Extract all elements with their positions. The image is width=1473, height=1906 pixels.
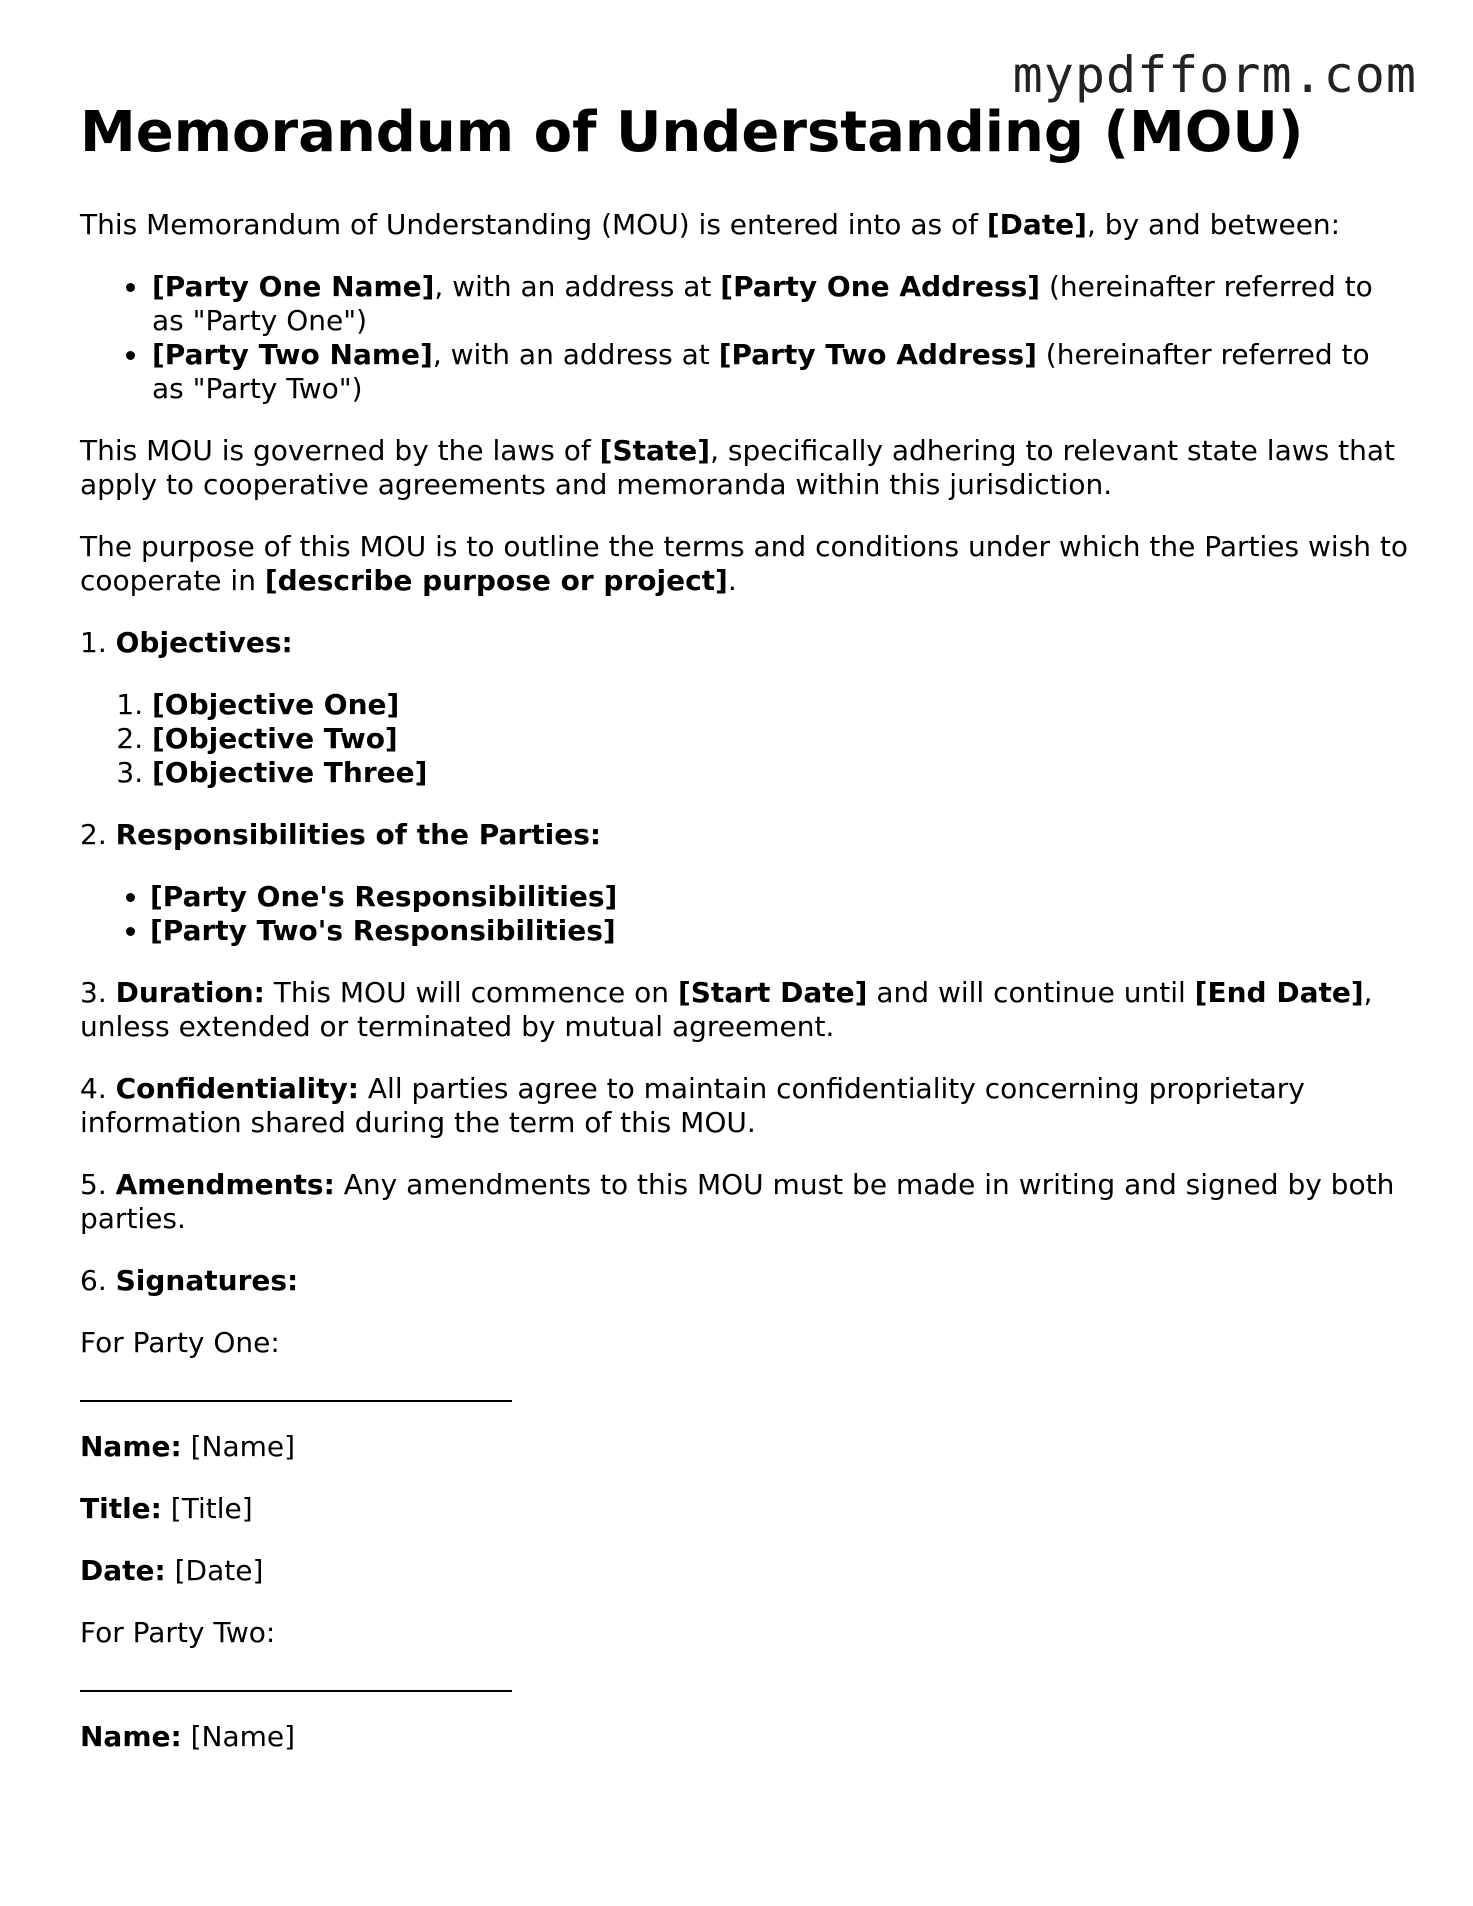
party-one-signature-line[interactable] (80, 1400, 512, 1402)
party-two-heading: For Party Two: (80, 1616, 276, 1649)
purpose-pre: The purpose of this MOU is to outline the terms and conditions under which the Parties wish to cooperate in (80, 530, 1409, 597)
party-name: [Party One Name] (152, 270, 435, 303)
name-label: Name: (80, 1720, 182, 1753)
title-label: Title: (80, 1492, 162, 1525)
party-two-name-line (80, 1720, 1410, 1754)
list-item (152, 688, 1410, 722)
section-text: All parties agree to maintain confidentiality concerning proprietary information shared during the term of this MOU. (80, 1072, 1305, 1139)
section-responsibilities (80, 818, 1410, 852)
party-one-heading: For Party One: (80, 1326, 280, 1359)
title-value: [Title] (161, 1492, 253, 1525)
purpose-post: . (727, 564, 737, 597)
section-confidentiality (80, 1072, 1410, 1140)
document-title: Memorandum of Understanding (MOU) (80, 100, 1304, 165)
name-label: Name: (80, 1430, 182, 1463)
list-item (150, 880, 1410, 914)
list-item (150, 338, 1410, 406)
date-value: [Date] (165, 1554, 264, 1587)
party-two-signature-line[interactable] (80, 1690, 512, 1692)
party-tail: (hereinafter referred to as "Party Two") (152, 338, 1370, 405)
section-number: 5. (80, 1168, 116, 1201)
intro-paragraph (80, 208, 1410, 242)
objectives-list (80, 688, 1410, 790)
list-item (152, 756, 1410, 790)
section-objectives (80, 626, 1410, 660)
section-amendments (80, 1168, 1410, 1236)
section-label: Duration: (115, 976, 265, 1009)
end-date-placeholder: [End Date] (1194, 976, 1364, 1009)
section-label: Responsibilities of the Parties: (115, 818, 602, 851)
party-name: [Party Two Name] (152, 338, 433, 371)
list-item (150, 914, 1410, 948)
name-value: [Name] (181, 1720, 296, 1753)
intro-date-placeholder: [Date] (986, 208, 1087, 241)
duration-post: , unless extended or terminated by mutual agreement. (80, 976, 1373, 1043)
section-number: 1. (80, 626, 116, 659)
list-item (150, 270, 1410, 338)
start-date-placeholder: [Start Date] (677, 976, 868, 1009)
section-number: 2. (80, 818, 116, 851)
party-mid: , with an address at (432, 338, 719, 371)
responsibility-text: [Party One's Responsibilities] (150, 880, 618, 913)
section-text: Any amendments to this MOU must be made in writing and signed by both parties. (80, 1168, 1395, 1235)
date-label: Date: (80, 1554, 166, 1587)
party-address: [Party Two Address] (718, 338, 1037, 371)
section-number: 4. (80, 1072, 116, 1105)
project-placeholder: [describe purpose or project] (264, 564, 728, 597)
name-value: [Name] (181, 1430, 296, 1463)
responsibility-text: [Party Two's Responsibilities] (150, 914, 616, 947)
governing-post: , specifically adhering to relevant state laws that apply to cooperative agreements and memoranda within this jurisdiction. (80, 434, 1395, 501)
party-one-date-line (80, 1554, 1410, 1588)
section-label: Signatures: (115, 1264, 299, 1297)
duration-mid: and will continue until (867, 976, 1195, 1009)
list-item (152, 722, 1410, 756)
section-label: Amendments: (115, 1168, 335, 1201)
section-number: 3. (80, 976, 116, 1009)
objective-text: [Objective Three] (152, 756, 428, 789)
duration-pre: This MOU will commence on (264, 976, 678, 1009)
document-page (80, 100, 1410, 1754)
responsibilities-list (80, 880, 1410, 948)
parties-list (80, 270, 1410, 406)
governing-law-paragraph (80, 434, 1410, 502)
section-label: Objectives: (115, 626, 293, 659)
objective-text: [Objective One] (152, 688, 400, 721)
intro-text: This Memorandum of Understanding (MOU) is entered into as of (80, 208, 987, 241)
watermark: mypdfform.com (1012, 46, 1417, 104)
party-address: [Party One Address] (720, 270, 1041, 303)
section-duration (80, 976, 1410, 1044)
objective-text: [Objective Two] (152, 722, 398, 755)
governing-pre: This MOU is governed by the laws of (80, 434, 600, 467)
section-label: Confidentiality: (115, 1072, 359, 1105)
intro-tail: , by and between: (1086, 208, 1341, 241)
party-tail: (hereinafter referred to as "Party One") (152, 270, 1373, 337)
party-mid: , with an address at (434, 270, 721, 303)
state-placeholder: [State] (599, 434, 711, 467)
party-one-title-line (80, 1492, 1410, 1526)
party-one-name-line (80, 1430, 1410, 1464)
section-signatures (80, 1264, 1410, 1298)
purpose-paragraph (80, 530, 1410, 598)
section-number: 6. (80, 1264, 116, 1297)
